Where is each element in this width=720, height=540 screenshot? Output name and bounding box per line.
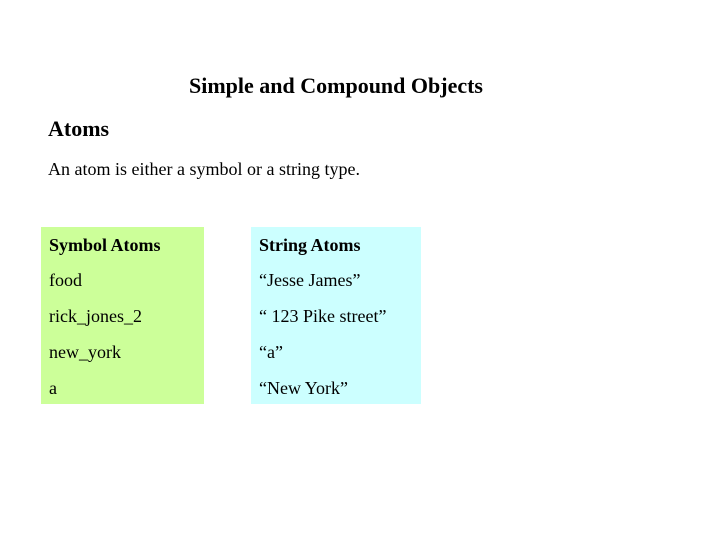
symbol-atoms-list	[49, 267, 142, 411]
string-atoms-header: String Atoms	[259, 235, 361, 255]
symbol-atom-item: new_york	[49, 342, 121, 362]
symbol-atom-item: food	[49, 270, 82, 290]
symbol-atoms-header: Symbol Atoms	[49, 235, 161, 255]
string-atom-item: “ 123 Pike street”	[259, 306, 387, 326]
section-description: An atom is either a symbol or a string type.	[48, 159, 360, 179]
symbol-atoms-column	[41, 227, 204, 404]
string-atom-item: “Jesse James”	[259, 270, 361, 290]
section-heading: Atoms	[48, 116, 110, 141]
string-atoms-list	[259, 267, 386, 411]
symbol-atom-item: a	[49, 378, 57, 398]
slide-title: Simple and Compound Objects	[188, 73, 483, 98]
string-atom-item: “a”	[259, 342, 283, 362]
string-atoms-column	[251, 227, 421, 404]
symbol-atom-item: rick_jones_2	[49, 306, 142, 326]
string-atom-item: “New York”	[259, 378, 348, 398]
